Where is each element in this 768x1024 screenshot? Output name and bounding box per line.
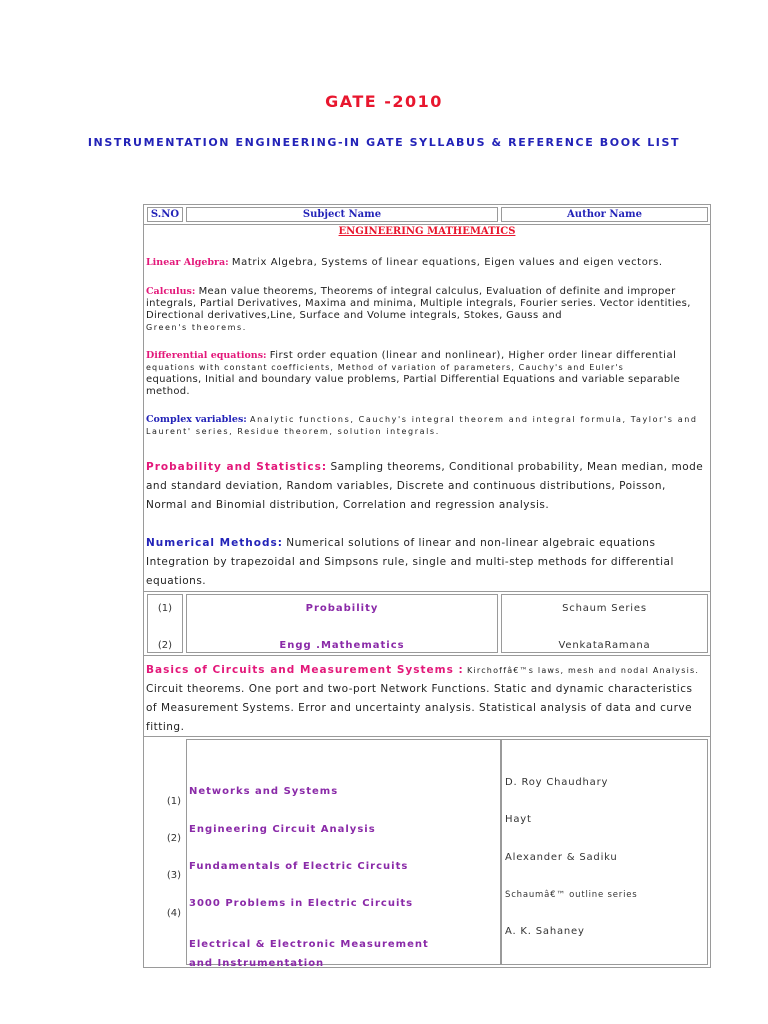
circuit-book-author: Schaumâ€™ outline series <box>505 890 638 900</box>
linear-algebra-text: Matrix Algebra, Systems of linear equations, Eigen values and eigen vectors. <box>231 257 663 268</box>
circuit-book-number: (3) <box>166 870 181 881</box>
header-subject <box>186 207 498 222</box>
circuit-books-authors <box>501 739 708 965</box>
differential-equations-label: Differential equations: <box>146 350 267 361</box>
circuits-text: Circuit theorems. One port and two-port Network Functions. Static and dynamic characteristics of Measurement Systems. Error and uncertainty analysis. Statistical analysis of data and curve fitting. <box>146 683 693 733</box>
circuit-book-name: Fundamentals of Electric Circuits <box>189 861 409 872</box>
math-book-name: Probability <box>305 603 379 614</box>
circuit-books-names <box>186 739 501 969</box>
probability-statistics-text: Sampling theorems, Conditional probability, Mean median, mode and standard deviation, Random variables, Discrete and continuous distributions, Poisson, Normal and Binomial distribution, Correlation and regression analysis. <box>146 461 704 511</box>
math-book-author: Schaum Series <box>562 603 647 614</box>
circuit-book-number: (1) <box>166 796 181 807</box>
circuit-book-author: D. Roy Chaudhary <box>505 777 609 788</box>
linear-algebra-topic <box>146 257 706 269</box>
complex-variables-label: Complex variables: <box>146 414 247 425</box>
math-book-name: Engg .Mathematics <box>279 640 405 651</box>
differential-equations-text-3: equations, Initial and boundary value problems, Partial Differential Equations and variable separable method. <box>146 374 681 397</box>
header-subject-label: Subject Name <box>302 209 382 220</box>
circuit-book-name: Networks and Systems <box>189 786 339 797</box>
calculus-text: Mean value theorems, Theorems of integral calculus, Evaluation of definite and improper integrals, Partial Derivatives, Maxima and minima, Multiple integrals, Fourier series. Vector identities, Directional derivatives,Line, Surface and Volume integrals, Stokes, Gauss and <box>146 286 691 321</box>
circuit-book-author: A. K. Sahaney <box>505 926 585 937</box>
calculus-tail: Green's theorems. <box>146 323 247 332</box>
circuits-topic <box>146 661 706 737</box>
complex-variables-text: Analytic functions, Cauchy's integral theorem and integral formula, Taylor's and Laurent' series, Residue theorem, solution integrals. <box>146 415 698 436</box>
math-book-author: VenkataRamana <box>558 640 651 651</box>
math-books-authors <box>501 594 708 653</box>
math-books-numbers <box>147 594 183 653</box>
page-title: GATE -2010 <box>325 92 443 111</box>
circuit-book-author: Hayt <box>505 814 532 825</box>
numerical-methods-text: Numerical solutions of linear and non-linear algebraic equations Integration by trapezoidal and Simpsons rule, single and multi-step methods for differential equations. <box>146 537 674 587</box>
header-sno <box>147 207 183 222</box>
header-author <box>501 207 708 222</box>
math-books-row <box>143 591 711 656</box>
circuit-book-number: (4) <box>166 908 181 919</box>
complex-variables-topic <box>146 414 706 438</box>
numerical-methods-topic <box>146 534 706 591</box>
numerical-methods-label: Numerical Methods: <box>146 537 283 549</box>
circuit-books-table <box>143 736 711 968</box>
probability-statistics-topic <box>146 458 706 515</box>
probability-statistics-label: Probability and Statistics: <box>146 461 328 473</box>
linear-algebra-label: Linear Algebra: <box>146 257 229 268</box>
page-subtitle: INSTRUMENTATION ENGINEERING-IN GATE SYLLABUS & REFERENCE BOOK LIST <box>87 136 681 149</box>
differential-equations-topic <box>146 350 706 398</box>
math-book-number: (1) <box>157 603 173 614</box>
calculus-label: Calculus: <box>146 286 196 297</box>
circuit-book-author: Alexander & Sadiku <box>505 852 618 863</box>
circuit-book-name: Electrical & Electronic Measurement and Instrumentation <box>189 939 429 969</box>
calculus-topic <box>146 286 706 334</box>
circuit-book-name: 3000 Problems in Electric Circuits <box>189 898 414 909</box>
math-books-names <box>186 594 498 653</box>
syllabus-table-header <box>143 204 711 225</box>
differential-equations-text-2: equations with constant coefficients, Method of variation of parameters, Cauchy's and Euler's <box>146 363 624 372</box>
math-section-heading <box>147 226 707 242</box>
circuits-text-small: Kirchoffâ€™s laws, mesh and nodal Analysis. <box>467 666 700 675</box>
circuit-book-name: Engineering Circuit Analysis <box>189 824 376 835</box>
header-sno-label: S.NO <box>150 209 180 220</box>
circuit-books-numbers <box>147 739 183 965</box>
math-section-title: ENGINEERING MATHEMATICS <box>338 226 516 237</box>
header-author-label: Author Name <box>567 209 642 220</box>
math-book-number: (2) <box>157 640 173 651</box>
differential-equations-text-1: First order equation (linear and nonlinear), Higher order linear differential <box>269 350 677 361</box>
circuit-book-number: (2) <box>166 833 181 844</box>
circuits-label: Basics of Circuits and Measurement Systems : <box>146 664 464 676</box>
